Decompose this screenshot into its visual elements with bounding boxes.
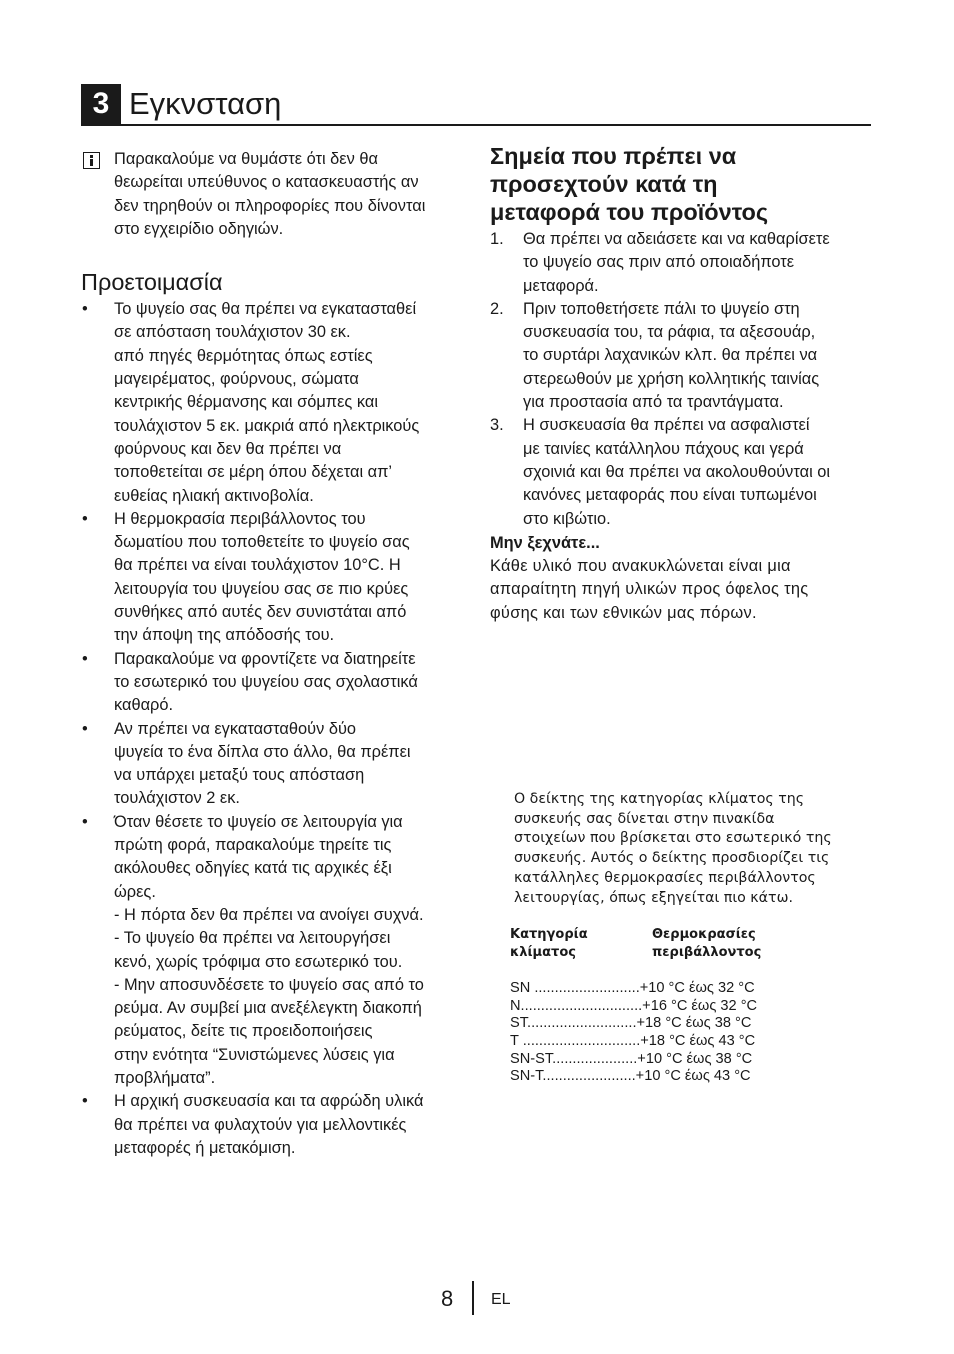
transport-item-line: μεταφορά. [523,276,599,295]
climate-intro-line: λειτουργίας, όπως εξηγείται πιο κάτω. [514,889,793,906]
preparation-item-line: να υπάρχει μεταξύ τους απόσταση [114,766,365,785]
preparation-item-line: καθαρό. [114,696,174,715]
transport-title-line: προσεχτούν κατά τη [490,171,718,197]
preparation-item-line: θα πρέπει να είναι τουλάχιστον 10°C. Η [114,556,401,575]
col-header-line: περιβάλλοντος [652,945,762,961]
chapter-title: Εγκνσταση [129,86,282,121]
preparation-item-line: το εσωτερικό του ψυγείου σας σχολαστικά [114,672,418,691]
climate-intro-line: συσκευής σας δίνεται στην πινακίδα [514,810,775,827]
item-number: 2. [490,299,504,318]
preparation-item-line: Η θερμοκρασία περιβάλλοντος του [114,509,366,528]
col-header-line: κλίματος [510,945,576,961]
bullet-marker: • [82,649,88,668]
item-number: 1. [490,230,504,248]
preparation-item-line: Όταν θέσετε το ψυγείο σε λειτουργία για [114,812,403,831]
climate-intro-line: κατάλληλες θερμοκρασίες περιβάλλοντος [514,869,816,886]
preparation-item-line: λειτουργία του ψυγείου σας σε πιο κρύες [114,579,409,598]
preparation-item-line: ρεύμα. Αν συμβεί μια ανεξέλεγκτη διακοπή [114,999,422,1018]
preparation-item-line: στην ενότητα “Συνιστώμενες λύσεις για [114,1045,395,1064]
transport-item-line: με ταινίες κατάλληλου πάχους και γερά [523,439,804,458]
col-header-line: Κατηγορία [510,927,588,943]
preparation-item [81,508,471,648]
transport-item-line: το συρτάρι λαχανικών κλπ. θα πρέπει να [523,346,818,365]
preparation-item-line: - Το ψυγείο θα πρέπει να λειτουργήσει [114,929,391,948]
transport-title-line: Σημεία που πρέπει να [490,143,737,169]
preparation-list [81,298,471,1160]
climate-intro-line: συσκευής. Αυτός ο δείκτης προσδιορίζει τις [514,850,830,867]
climate-row: SN ..........................+10 °C έως 32 °C [510,980,755,997]
remember-line: απαραίτητη πηγή υλικών προς όφελος της [490,580,809,599]
climate-intro-line: Ο δείκτης της κατηγορίας κλίματος της [514,791,805,807]
preparation-item-line: - Μην αποσυνδέσετε το ψυγείο σας από το [114,975,424,994]
preparation-item-line: κεντρικής θέρμανσης και σόμπες και [114,393,378,412]
climate-class-section [510,790,870,1086]
right-column [490,142,875,625]
preparation-item [81,298,471,508]
preparation-item-line: μεταφορές ή μετακόμιση. [114,1138,296,1157]
transport-list [490,228,875,531]
bullet-marker: • [82,300,88,319]
transport-item-line: στο κιβώτιο. [523,509,611,528]
preparation-item-line: - Η πόρτα δεν θα πρέπει να ανοίγει συχνά. [114,905,424,924]
climate-row: N..............................+16 °C έως 32 °C [510,997,758,1014]
col-header-line: Θερμοκρασίες [652,927,756,943]
note-line: θεωρείται υπεύθυνος ο κατασκευαστής αν [114,173,419,192]
climate-row: T .............................+18 °C έως 43 °C [510,1033,756,1049]
note-line: στο εγχειρίδιο οδηγιών. [114,219,284,238]
left-column [81,148,471,1160]
preparation-item-line: Η αρχική συσκευασία και τα αφρώδη υλικά [114,1092,424,1111]
preparation-item-line: τουλάχιστον 2 εκ. [114,789,240,808]
climate-intro-line: στοιχείων που βρίσκεται στο εσωτερικό της [514,830,832,847]
bullet-marker: • [82,1092,88,1111]
transport-item [490,298,875,414]
remember-text [490,555,875,625]
preparation-item-line: τουλάχιστον 5 εκ. μακριά από ηλεκτρικούς [114,416,420,435]
preparation-item-line: ψυγεία το ένα δίπλα στο άλλο, θα πρέπει [114,742,411,761]
preparation-item-line: δωματίου που τοποθετείτε το ψυγείο σας [114,533,410,552]
transport-item-line: για προστασία από τα τραντάγματα. [523,393,784,412]
preparation-item-line: συνθήκες από αυτές δεν συνιστάται από [114,603,407,622]
transport-item-line: συσκευασία του, τα ράφια, τα αξεσουάρ, [523,323,816,342]
preparation-item [81,811,471,1091]
chapter-header [81,82,871,126]
transport-item-line: Θα πρέπει να αδειάσετε και να καθαρίσετε [523,230,830,248]
preparation-item-line: τοποθετείται σε μέρη όπου δέχεται απ’ [114,463,393,482]
transport-item-line: το ψυγείο σας πριν από οποιαδήποτε [523,253,795,272]
info-icon [83,152,100,169]
transport-item-line: Πριν τοποθετήσετε πάλι το ψυγείο στη [523,299,800,318]
bullet-marker: • [82,812,88,831]
remember-line: φύσης και των εθνικών μας πόρων. [490,603,757,622]
preparation-item [81,1090,471,1160]
preparation-item-line: Αν πρέπει να εγκατασταθούν δύο [114,719,357,738]
transport-item-line: κανόνες μεταφοράς που είναι τυπωμένοι [523,486,817,505]
preparation-item-line: ευθείας ηλιακή ακτινοβολία. [114,486,314,505]
preparation-item-line: πρώτη φορά, παρακαλούμε τηρείτε τις [114,836,392,855]
climate-intro [510,790,870,908]
section-title-transport [490,142,875,226]
preparation-item-line: σε απόσταση τουλάχιστον 30 εκ. [114,323,351,342]
preparation-item-line: ώρες. [114,882,156,901]
preparation-item-line: μαγειρέματος, φούρνους, σώματα [114,370,359,389]
climate-rows [510,980,870,1086]
footer-divider [472,1281,474,1315]
climate-row: SN-ST.....................+10 °C έως 38 °C [510,1050,753,1067]
preparation-item-line: κενό, χωρίς τρόφιμα στο εσωτερικό του. [114,952,403,971]
climate-table-header [510,926,761,962]
language-code: EL [491,1291,511,1308]
climate-row: SN-T.......................+10 °C έως 43 °C [510,1068,751,1085]
climate-row: ST...........................+18 °C έως 38 °C [510,1015,752,1032]
note-line: Παρακαλούμε να θυμάστε ότι δεν θα [114,150,378,168]
remember-heading: Μην ξεχνάτε... [490,533,600,552]
note-line: δεν τηρηθούν οι πληροφορίες που δίνονται [114,196,426,215]
item-number: 3. [490,416,504,435]
preparation-item-line: Παρακαλούμε να φροντίζετε να διατηρείτε [114,649,416,668]
preparation-item-line: φούρνους και δεν θα πρέπει να [114,439,342,458]
remember-line: Κάθε υλικό που ανακυκλώνεται είναι μια [490,557,791,576]
bullet-marker: • [82,509,88,528]
preparation-item [81,718,471,811]
section-title-preparation: Προετοιμασία [81,269,223,296]
preparation-item-line: από πηγές θερμότητας όπως εστίες [114,346,373,365]
preparation-item-line: θα πρέπει να φυλαχτούν για μελλοντικές [114,1115,407,1134]
preparation-item-line: Το ψυγείο σας θα πρέπει να εγκατασταθεί [114,300,417,319]
info-note [81,148,471,241]
transport-item-line: στερεωθούν με χρήση κολλητικής ταινίας [523,369,820,388]
chapter-number: 3 [81,84,121,124]
preparation-item-line: την άποψη της απόδοσής του. [114,626,335,645]
transport-item [490,228,875,298]
transport-title-line: μεταφορά του προϊόντος [490,199,769,225]
page-number: 8 [441,1286,454,1311]
climate-col-temperature [652,926,761,962]
transport-item [490,414,875,530]
preparation-item-line: ακόλουθες οδηγίες κατά τις αρχικές έξι [114,859,392,878]
bullet-marker: • [82,719,88,738]
transport-item-line: Η συσκευασία θα πρέπει να ασφαλιστεί [523,416,810,435]
preparation-item-line: ρεύματος, δείτε τις προειδοποιήσεις [114,1022,373,1041]
preparation-item-line: προβλήματα”. [114,1068,216,1087]
climate-col-category [510,926,652,962]
transport-item-line: σχοινιά και θα πρέπει να ακολουθούνται οι [523,462,831,481]
preparation-item [81,648,471,718]
